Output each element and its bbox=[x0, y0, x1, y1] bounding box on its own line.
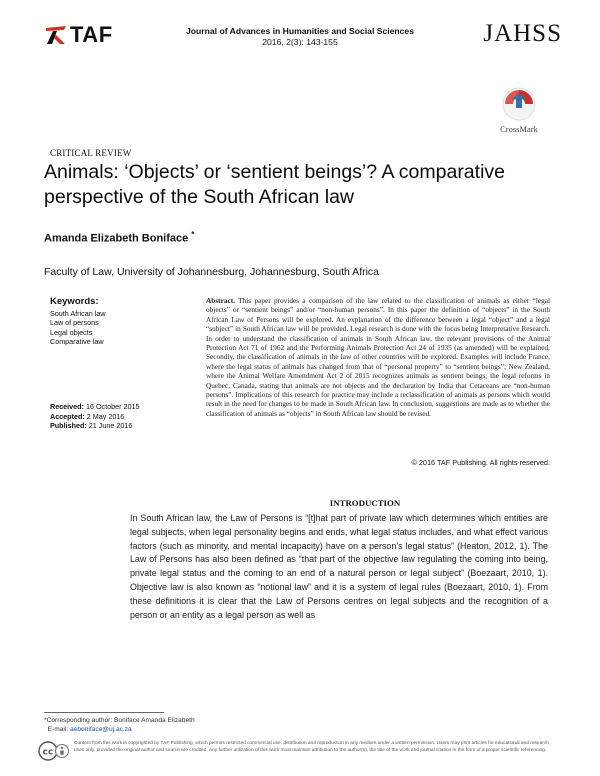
author-name-text: Amanda Elizabeth Boniface bbox=[44, 232, 189, 245]
introduction-body: In South African law, the Law of Persons is “[t]hat part of private law which determines which entities are legal subjects, when legal personality begins and ends, what legal status includes, and what effect various factors (such as minority, and mental incapacity) have on a person’s legal status” (Heaton, 2012, 1). The Law of Persons has also been defined as “that part of the objective law regulating the coming into being, private legal status and the coming to an end of a natural person or legal subject” (Boezaart, 2010, 1). Objective law is also known as “notional law” and it is a system of legal rules (Boezaart, 2010, 1). From these definitions it is clear that the Law of Persons centres on legal subjects and the recognition of a person or an entity as a legal person as well as bbox=[130, 513, 548, 620]
keyword-item: Legal objects bbox=[50, 327, 93, 337]
article-title: Animals: ‘Objects’ or ‘sentient beings’? A comparative perspective of the South African law bbox=[44, 161, 506, 208]
keywords-block bbox=[50, 296, 190, 347]
published-label: Published: bbox=[50, 421, 87, 431]
crossmark-badge[interactable] bbox=[490, 86, 548, 134]
accepted-label: Accepted: bbox=[50, 411, 85, 421]
published-date bbox=[50, 421, 200, 431]
keyword-item: South African law bbox=[50, 309, 106, 318]
article-category: CRITICAL REVIEW bbox=[50, 148, 132, 158]
publisher-logo-text: TAF bbox=[70, 22, 113, 47]
abstract-label: Abstract. bbox=[206, 296, 235, 305]
email-label: E-mail: bbox=[47, 726, 69, 733]
keywords-heading: Keywords: bbox=[50, 296, 99, 307]
corresponding-author: *Corresponding author: Boniface Amanda Elizabeth bbox=[44, 717, 195, 724]
journal-name: Journal of Advances in Humanities and Social Sciences bbox=[186, 26, 414, 36]
journal-citation: 2016, 2(3): 143-155 bbox=[262, 37, 338, 47]
abstract bbox=[206, 296, 550, 418]
author-email-line bbox=[44, 725, 195, 734]
author-email-link[interactable]: aeboniface@uj.ac.za bbox=[70, 726, 132, 733]
journal-abbrev: JAHSS bbox=[483, 20, 562, 47]
author-mark: * bbox=[191, 230, 195, 239]
author-name bbox=[44, 230, 194, 245]
svg-text:cc: cc bbox=[42, 747, 54, 758]
footnote bbox=[44, 716, 195, 734]
footnote-divider bbox=[44, 712, 164, 713]
received-value: 16 October 2015 bbox=[85, 402, 140, 411]
accepted-date bbox=[50, 412, 200, 422]
keyword-item: Comparative law bbox=[50, 337, 104, 347]
received-date bbox=[50, 402, 200, 412]
keyword-item: Law of persons bbox=[50, 318, 99, 328]
published-value: 21 June 2016 bbox=[88, 421, 133, 431]
crossmark-icon bbox=[501, 86, 537, 122]
received-label: Received: bbox=[50, 402, 84, 411]
author-affiliation: Faculty of Law, University of Johannesburg, Johannesburg, South Africa bbox=[44, 266, 380, 278]
license-text: Content from this work is copyrighted by TAF Publishing, which permits restricted commercial use, distribution and reproduction in any medium under a written permission. Users may print articles for educational and research uses only, provided the original author and source are credited. Any further utilization of this work must maintain attribution to the author(s), the title of the work and journal citation in the form of a proper scientific referencing. bbox=[74, 741, 549, 753]
article-dates bbox=[50, 402, 200, 431]
copyright-notice: © 2016 TAF Publishing. All rights reserved. bbox=[411, 458, 550, 467]
crossmark-label: CrossMark bbox=[500, 124, 538, 134]
section-heading-introduction: INTRODUCTION bbox=[329, 498, 401, 508]
creative-commons-icon bbox=[38, 741, 70, 761]
abstract-text: This paper provides a comparison of the law related to the classification of animals as either “legal objects” or “sentient beings” and/or “non-human persons”. In this paper the definition of “objects” in the South African Law of Persons will be explored. An explanation of the difference between a legal “object” and a legal “subject” in South African law will be provided. Legal research is done with the focus being Interpretative Research. In order to understand the classification of animals in South African law, the relevant provisions of the Animal Protection Act 71 of 1962 and the Performing Animals Protection Act 24 of 1935 (as amended) will be explained. Secondly, the classification of animals in the law of other countries will be explored. Examples will include France, where the legal status of animals has changed from that of “personal property” to “sentient beings”; New Zealand, where the Animal Welfare Amendment Act 2 of 2015 recognizes animals as sentient beings; the legal reforms in Quebec, Canada, stating that animals are not objects and the declaration by India that Cetaceans are “non-human persons”. Implications of this research for practice may include a reclassification of animals as persons which would result in the need for changes to be made in South African law. In conclusion, suggestions are made as to whether the classification of animals as “objects” in South African law should be revised. bbox=[206, 296, 551, 418]
accepted-value: 2 May 2016 bbox=[86, 411, 125, 421]
